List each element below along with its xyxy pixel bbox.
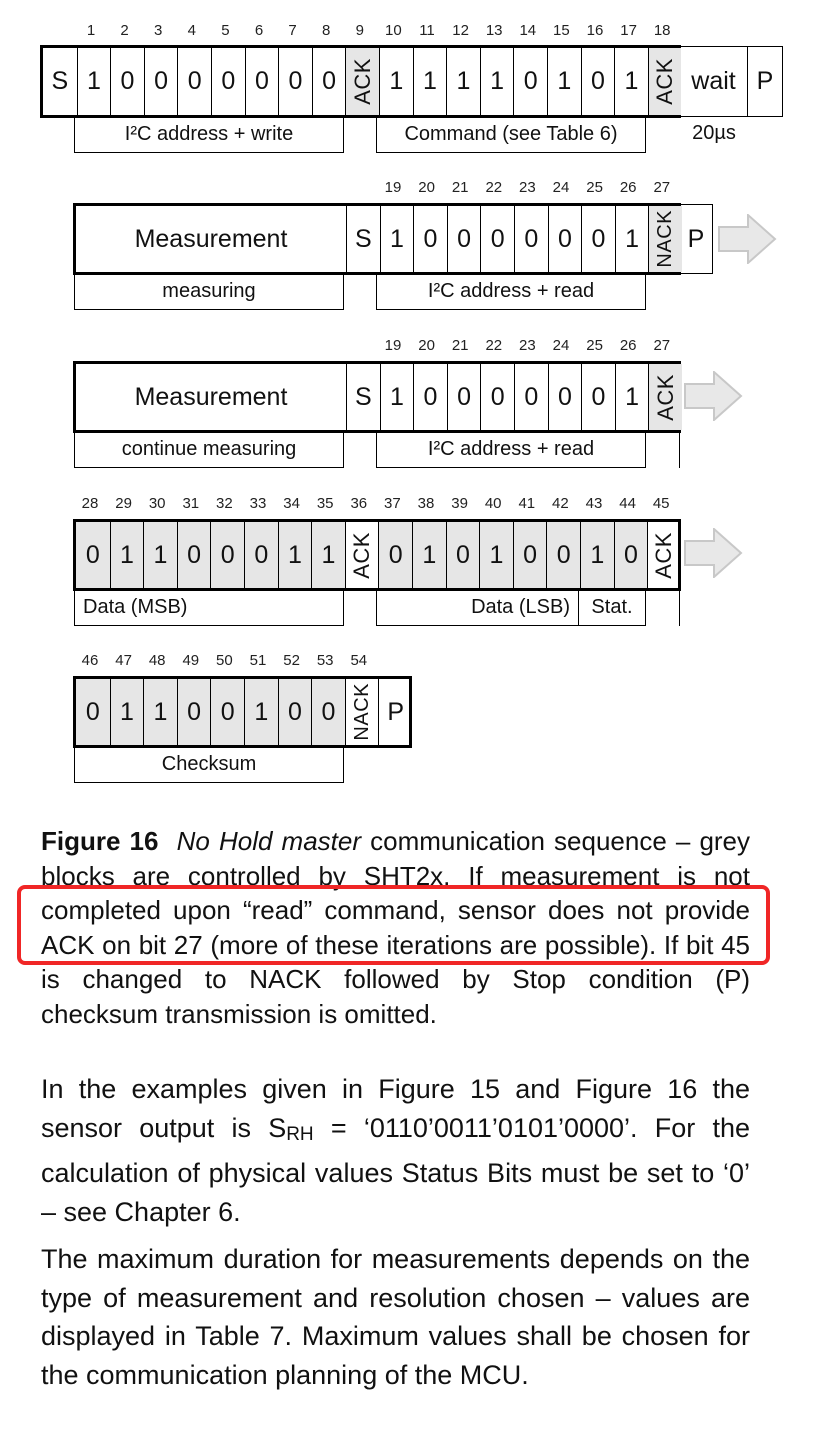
bit-number: 36 [350, 495, 368, 512]
bit-number: 41 [518, 495, 536, 512]
measurement-cell: Measurement [134, 382, 288, 411]
bit-number: 11 [419, 22, 435, 39]
bit-cell: 0 [581, 48, 615, 115]
bit-number: 4 [187, 22, 196, 39]
bit-number: 13 [485, 22, 503, 39]
row1-wait-block [680, 46, 748, 117]
row4-data-sequence [73, 519, 681, 591]
bit-cell: 0 [278, 48, 312, 115]
bit-cell: 1 [547, 48, 581, 115]
bit-number: 12 [452, 22, 469, 39]
bit-cell: 1 [380, 364, 414, 430]
bit-cell: 0 [480, 206, 514, 272]
ack-cell: ACK [345, 522, 379, 588]
bit-number: 26 [619, 179, 637, 196]
bit-number: 19 [384, 179, 402, 196]
bit-cell: 0 [447, 364, 481, 430]
bit-number: 51 [249, 652, 267, 669]
start-condition-cell: S [346, 364, 380, 430]
bit-number: 39 [451, 495, 468, 512]
bit-cell: 1 [77, 48, 111, 115]
divider [679, 432, 680, 468]
row1-write-sequence [40, 45, 681, 118]
row4-data-lsb-label: Data (LSB) [376, 590, 579, 626]
row1-wait-time-label: 20µs [692, 122, 736, 144]
data-bit-cell: 1 [311, 522, 345, 588]
data-bit-cell: 0 [378, 522, 412, 588]
continue-arrow-icon [718, 214, 778, 264]
ack-cell: ACK [648, 48, 682, 115]
bit-number: 24 [552, 337, 570, 354]
data-bit-cell: 1 [110, 522, 144, 588]
bit-number: 19 [384, 337, 402, 354]
stop-condition-cell: P [378, 679, 412, 745]
checksum-bit-cell: 0 [210, 679, 244, 745]
bit-number: 16 [586, 22, 604, 39]
paragraph-sensor-output: In the examples given in Figure 15 and Figure 16 the sensor output is $S_{RH}$ = ‘0110’0011’0101’0000’. For the calculation of physical values Status Bits must be set to ‘0’ – see Chapter 6. [41, 1074, 750, 1227]
bit-cell: 1 [615, 364, 649, 430]
bit-cell: 1 [615, 206, 649, 272]
data-bit-cell: 1 [143, 522, 177, 588]
nack-cell: NACK [648, 206, 682, 272]
bit-cell: 0 [513, 48, 547, 115]
bit-number: 9 [355, 22, 364, 39]
bit-number: 22 [485, 337, 503, 354]
bit-number: 44 [619, 495, 636, 512]
bit-number: 14 [519, 22, 537, 39]
bit-cell: 0 [312, 48, 346, 115]
row5-checksum-label: Checksum [74, 747, 344, 783]
data-bit-cell: 0 [76, 522, 110, 588]
bit-number: 24 [552, 179, 570, 196]
continue-arrow-icon [684, 528, 744, 578]
data-bit-cell: 0 [446, 522, 480, 588]
row3-read-ack-sequence [73, 361, 681, 433]
bit-number: 27 [653, 337, 671, 354]
bit-cell: 1 [446, 48, 480, 115]
bit-number: 33 [249, 495, 267, 512]
bit-number: 53 [316, 652, 334, 669]
ack-cell: ACK [345, 48, 379, 115]
bit-number: 2 [120, 22, 129, 39]
ack-cell: ACK [648, 364, 682, 430]
bit-cell: 0 [144, 48, 178, 115]
bit-cell: 0 [413, 206, 447, 272]
bit-number: 25 [586, 337, 603, 354]
bit-cell: 1 [379, 48, 413, 115]
continue-arrow-icon [684, 371, 744, 421]
data-bit-cell: 1 [412, 522, 446, 588]
checksum-bit-cell: 0 [76, 679, 110, 745]
bit-number: 10 [385, 22, 402, 39]
bit-cell: 0 [581, 206, 615, 272]
bit-cell: 0 [413, 364, 447, 430]
bit-number: 54 [350, 652, 368, 669]
bit-number: 45 [652, 495, 670, 512]
bit-number: 21 [451, 179, 469, 196]
ack-cell: ACK [647, 522, 681, 588]
checksum-bit-cell: 0 [177, 679, 211, 745]
row2-measuring-label: measuring [74, 274, 344, 310]
bit-number: 25 [586, 179, 603, 196]
bit-cell: 0 [581, 364, 615, 430]
bit-number: 40 [484, 495, 502, 512]
stop-condition-label: P [756, 67, 774, 95]
bit-cell: 1 [413, 48, 447, 115]
divider [679, 590, 680, 626]
bit-number: 20 [418, 179, 435, 196]
highlight-box [17, 885, 770, 965]
row4-status-label: Stat. [578, 590, 646, 626]
bit-number: 26 [619, 337, 637, 354]
bit-cell: 0 [177, 48, 211, 115]
data-bit-cell: 0 [177, 522, 211, 588]
bit-number: 27 [653, 179, 671, 196]
bit-number: 23 [519, 337, 536, 354]
wait-label: wait [691, 67, 736, 95]
bit-cell: 0 [110, 48, 144, 115]
bit-cell: 1 [480, 48, 514, 115]
data-bit-cell: 1 [479, 522, 513, 588]
start-condition-cell: S [51, 67, 69, 95]
bit-number: 8 [322, 22, 331, 39]
bit-cell: 1 [380, 206, 414, 272]
data-bit-cell: 0 [513, 522, 547, 588]
bit-number: 5 [221, 22, 230, 39]
figure-label: Figure 16 [41, 826, 159, 856]
data-bit-cell: 1 [278, 522, 312, 588]
row1-command-label: Command (see Table 6) [376, 117, 646, 153]
row2-address-read-label: I²C address + read [376, 274, 646, 310]
bit-number: 42 [552, 495, 569, 512]
bit-number: 29 [115, 495, 132, 512]
bit-number: 28 [81, 495, 99, 512]
row2-stop-block: P [680, 204, 713, 274]
row4-data-msb-label: Data (MSB) [74, 590, 344, 626]
bit-cell: 0 [548, 206, 582, 272]
bit-number: 46 [81, 652, 99, 669]
bit-cell: 0 [211, 48, 245, 115]
row3-address-read-label: I²C address + read [376, 432, 646, 468]
bit-number: 3 [154, 22, 163, 39]
checksum-bit-cell: 1 [244, 679, 278, 745]
divider [645, 274, 646, 310]
bit-number: 17 [620, 22, 637, 39]
caption-text: communication sequence – grey blocks are controlled by SHT2x. If measurement is not completed upon “read” command, sensor does not provide ACK on bit 27 (more of these iterations are possible). If bit 45 is changed to NACK followed by Stop condition (P) checksum transmission is omitted. [41, 826, 751, 1029]
checksum-bit-cell: 1 [110, 679, 144, 745]
bit-number: 6 [254, 22, 264, 39]
data-bit-cell: 1 [580, 522, 614, 588]
data-bit-cell: 0 [210, 522, 244, 588]
row5-checksum-sequence [73, 676, 412, 748]
bit-number: 34 [283, 495, 300, 512]
data-bit-cell: 0 [244, 522, 278, 588]
start-condition-cell: S [346, 206, 380, 272]
measurement-cell: Measurement [134, 224, 288, 253]
bit-number: 47 [115, 652, 132, 669]
bit-cell: 0 [480, 364, 514, 430]
bit-number: 31 [182, 495, 200, 512]
bit-number: 22 [485, 179, 503, 196]
bit-cell: 0 [245, 48, 279, 115]
checksum-bit-cell: 0 [311, 679, 345, 745]
bit-number: 49 [182, 652, 200, 669]
bit-number: 15 [553, 22, 570, 39]
bit-number: 1 [86, 22, 96, 39]
bit-cell: 1 [614, 48, 648, 115]
row2-read-nack-sequence [73, 203, 681, 275]
bit-number: 32 [216, 495, 233, 512]
bit-number: 48 [148, 652, 166, 669]
data-bit-cell: 0 [614, 522, 648, 588]
bit-number: 18 [653, 22, 671, 39]
bit-number: 21 [451, 337, 469, 354]
bit-number: 30 [148, 495, 166, 512]
bit-cell: 0 [514, 364, 548, 430]
checksum-bit-cell: 0 [278, 679, 312, 745]
row3-continue-measuring-label: continue measuring [74, 432, 344, 468]
bit-cell: 0 [447, 206, 481, 272]
bit-number: 43 [585, 495, 603, 512]
bit-number: 23 [519, 179, 536, 196]
bit-cell: 0 [514, 206, 548, 272]
row1-stop-block [747, 46, 783, 117]
checksum-bit-cell: 1 [143, 679, 177, 745]
bit-number: 37 [384, 495, 401, 512]
nack-cell: NACK [345, 679, 379, 745]
figure-title: No Hold master [176, 826, 362, 856]
bit-number: 35 [316, 495, 334, 512]
bit-number: 52 [283, 652, 300, 669]
paragraph-max-duration: The maximum duration for measurements depends on the type of measurement and resolution chosen – values are displayed in Table 7. Maximum values shall be chosen for the communication planning of the MCU. [41, 1244, 750, 1390]
bit-cell: 0 [548, 364, 582, 430]
bit-number: 20 [418, 337, 435, 354]
row1-address-write-label: I²C address + write [74, 117, 344, 153]
bit-number: 38 [417, 495, 435, 512]
bit-number: 50 [216, 652, 233, 669]
bit-number: 7 [288, 22, 297, 39]
data-bit-cell: 0 [546, 522, 580, 588]
